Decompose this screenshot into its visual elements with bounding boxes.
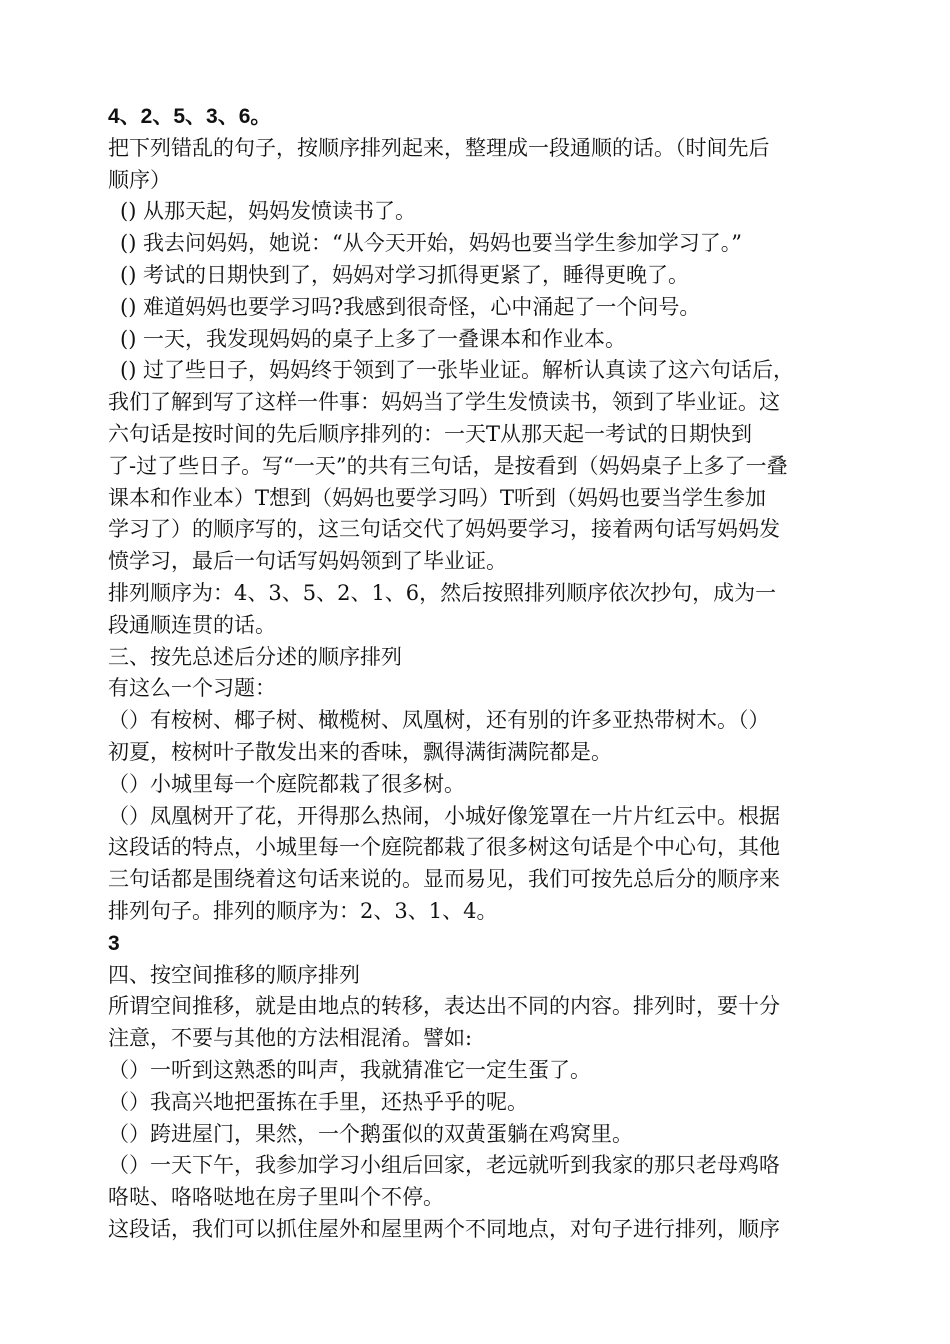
exercise-sentence: 咯哒、咯咯哒地在房子里叫个不停。 (108, 1185, 444, 1210)
exercise-sentence: （）凤凰树开了花，开得那么热闹，小城好像笼罩在一片片红云中。根据 (108, 803, 780, 828)
analysis-text-line: 学习了）的顺序写的，这三句话交代了妈妈要学习，接着两句话写妈妈发 (108, 517, 780, 542)
section-heading-3: 三、按先总述后分述的顺序排列 (108, 644, 402, 669)
exercise-instruction: 把下列错乱的句子，按顺序排列起来，整理成一段通顺的话。（时间先后 (108, 135, 770, 160)
analysis-text-line: 六句话是按时间的先后顺序排列的：一天T从那天起一考试的日期快到 (108, 421, 753, 446)
section-heading-4: 四、按空间推移的顺序排列 (108, 962, 360, 987)
section-text-line: 所谓空间推移，就是由地点的转移，表达出不同的内容。排列时，要十分 (108, 994, 780, 1019)
exercise-sentence: （）跨进屋门，果然，一个鹅蛋似的双黄蛋躺在鸡窝里。 (108, 1121, 633, 1146)
answer-order-line: 4、2、5、3、6。 (108, 105, 272, 128)
page-number: 3 (108, 931, 120, 955)
exercise-sentence: （）小城里每一个庭院都栽了很多树。 (108, 771, 465, 796)
analysis-text-line: 排列句子。排列的顺序为：2、3、1、4。 (108, 898, 498, 923)
order-result-line: 段通顺连贯的话。 (108, 612, 276, 637)
exercise-intro: 有这么一个习题： (108, 676, 276, 701)
section-text-line: 这段话，我们可以抓住屋外和屋里两个不同地点，对句子进行排列，顺序 (108, 1216, 780, 1241)
document-page (108, 101, 868, 1246)
analysis-text-line: 课本和作业本）T想到（妈妈也要学习吗）T听到（妈妈也要当学生参加 (108, 485, 767, 510)
exercise-sentence: （）一天下午，我参加学习小组后回家，老远就听到我家的那只老母鸡咯 (108, 1153, 780, 1178)
sentence-item-1: () 从那天起，妈妈发愤读书了。 (120, 199, 417, 224)
analysis-text-line: 愤学习，最后一句话写妈妈领到了毕业证。 (108, 549, 507, 574)
analysis-text-line: 我们了解到写了这样一件事：妈妈当了学生发愤读书，领到了毕业证。这 (108, 390, 780, 415)
section-text-line: 注意，不要与其他的方法相混淆。譬如: (108, 1026, 473, 1051)
sentence-item-5: () 一天，我发现妈妈的桌子上多了一叠课本和作业本。 (120, 326, 627, 351)
analysis-text-line: 三句话都是围绕着这句话来说的。显而易见，我们可按先总后分的顺序来 (108, 867, 780, 892)
exercise-sentence: 初夏，桉树叶子散发出来的香味，飘得满街满院都是。 (108, 739, 612, 764)
order-result-line: 排列顺序为：4、3、5、2、1、6，然后按照排列顺序依次抄句，成为一 (108, 580, 777, 605)
exercise-instruction-cont: 顺序） (108, 167, 171, 192)
sentence-item-2: () 我去问妈妈，她说：“从今天开始，妈妈也要当学生参加学习了。” (120, 231, 743, 256)
sentence-item-4: () 难道妈妈也要学习吗?我感到很奇怪，心中涌起了一个问号。 (120, 294, 701, 319)
analysis-text-line: 了-过了些日子。写“一天”的共有三句话，是按看到（妈妈桌子上多了一叠 (108, 453, 788, 478)
analysis-text-line: 这段话的特点，小城里每一个庭院都栽了很多树这句话是个中心句，其他 (108, 835, 780, 860)
sentence-item-6: () 过了些日子，妈妈终于领到了一张毕业证。解析认真读了这六句话后， (120, 358, 795, 383)
exercise-sentence: （）有桉树、椰子树、橄榄树、凤凰树，还有别的许多亚热带树木。（） (108, 708, 770, 733)
exercise-sentence: （）一听到这熟悉的叫声，我就猜准它一定生蛋了。 (108, 1057, 591, 1082)
sentence-item-3: () 考试的日期快到了，妈妈对学习抓得更紧了，睡得更晚了。 (120, 262, 690, 287)
exercise-sentence: （）我高兴地把蛋拣在手里，还热乎乎的呢。 (108, 1089, 528, 1114)
